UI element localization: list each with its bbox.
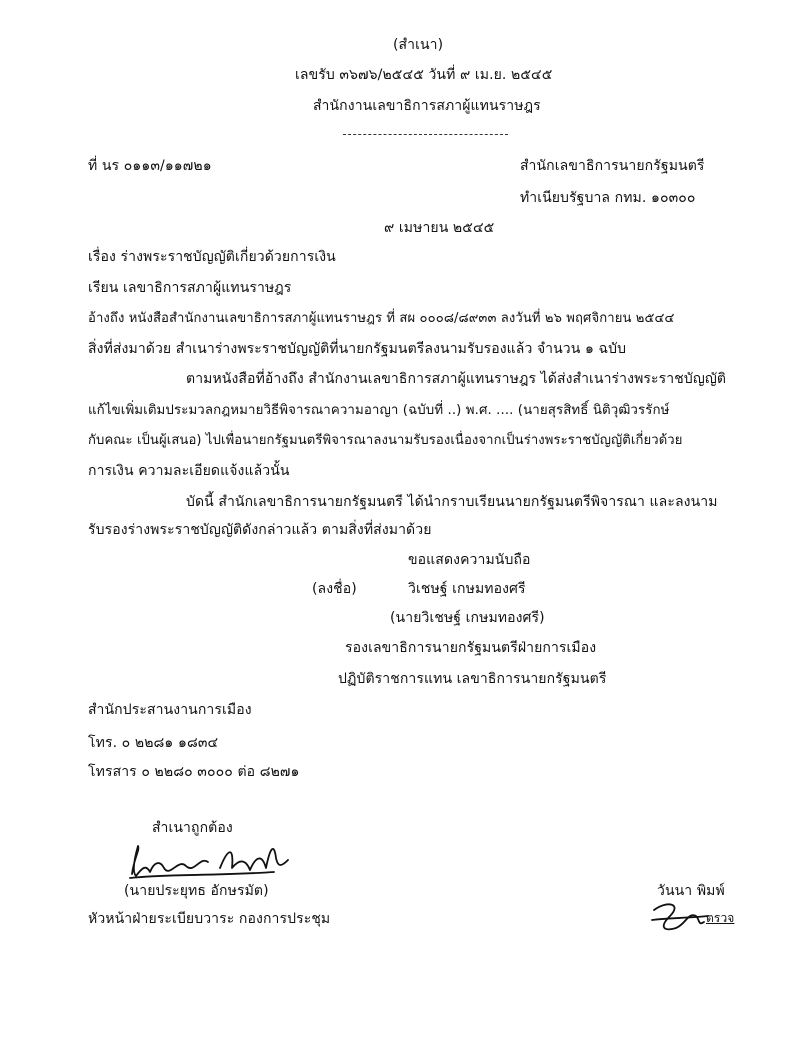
telephone: โทร. ๐ ๒๒๘๑ ๑๘๓๔ [88, 735, 219, 751]
fax: โทรสาร ๐ ๒๒๘๐ ๓๐๐๐ ต่อ ๘๒๗๑ [88, 764, 300, 780]
body-paragraph-1-line-1: ตามหนังสือที่อ้างถึง สำนักงานเลขาธิการสภาผู้แทนราษฎร ได้ส่งสำเนาร่างพระราชบัญญัติ [186, 371, 727, 387]
sender-address: ทำเนียบรัฐบาล กทม. ๑๐๓๐๐ [520, 190, 696, 206]
certifier-name: (นายประยุทธ อักษรมัต) [124, 883, 269, 899]
reference-line: อ้างถึง หนังสือสำนักงานเลขาธิการสภาผู้แทนราษฎร ที่ สผ ๐๐๐๘/๘๙๓๓ ลงวันที่ ๒๖ พฤศจิกายน ๒๕๔๔ [88, 311, 675, 326]
typist-note: วันนา พิมพ์ [657, 883, 725, 899]
closing-text: ขอแสดงความนับถือ [408, 552, 531, 568]
header-divider [343, 134, 508, 135]
subject-line: เรื่อง ร่างพระราชบัญญัติเกี่ยวด้วยการเงิน [88, 249, 336, 265]
body-paragraph-2-line-2: รับรองร่างพระราชบัญญัติดังกล่าวแล้ว ตามสิ่งที่ส่งมาด้วย [88, 522, 432, 538]
document-date: ๙ เมษายน ๒๕๔๕ [384, 220, 495, 236]
receipt-number: เลขรับ ๓๖๗๖/๒๕๔๕ วันที่ ๙ เม.ย. ๒๕๔๕ [295, 67, 553, 83]
body-paragraph-2-line-1: บัดนี้ สำนักเลขาธิการนายกรัฐมนตรี ได้นำกราบเรียนนายกรัฐมนตรีพิจารณา และลงนาม [186, 494, 718, 510]
enclosure-line: สิ่งที่ส่งมาด้วย สำเนาร่างพระราชบัญญัติที่นายกรัฐมนตรีลงนามรับรองแล้ว จำนวน ๑ ฉบับ [88, 341, 627, 357]
signer-position: รองเลขาธิการนายกรัฐมนตรีฝ่ายการเมือง [345, 640, 597, 656]
sender-office: สำนักเลขาธิการนายกรัฐมนตรี [520, 158, 705, 174]
body-paragraph-1-line-4: การเงิน ความละเอียดแจ้งแล้วนั้น [88, 463, 290, 479]
signer-name: วิเชษฐ์ เกษมทองศรี [408, 581, 526, 597]
receiver-office: สำนักงานเลขาธิการสภาผู้แทนราษฎร [313, 98, 541, 114]
document-number: ที่ นร ๐๑๑๓/๑๑๗๒๑ [88, 158, 212, 174]
division-name: สำนักประสานงานการเมือง [88, 702, 252, 718]
addressee-line: เรียน เลขาธิการสภาผู้แทนราษฎร [88, 280, 292, 296]
signer-acting: ปฏิบัติราชการแทน เลขาธิการนายกรัฐมนตรี [338, 671, 607, 687]
certified-copy-label: สำเนาถูกต้อง [152, 820, 233, 836]
checked-mark: ตรวจ [706, 911, 735, 925]
sign-label: (ลงชื่อ) [312, 581, 357, 597]
copy-mark: (สำเนา) [393, 37, 444, 53]
signer-name-paren: (นายวิเชษฐ์ เกษมทองศรี) [390, 610, 545, 626]
body-paragraph-1-line-2: แก้ไขเพิ่มเติมประมวลกฎหมายวิธีพิจารณาความอาญา (ฉบับที่ ..) พ.ศ. .... (นายสุรสิทธิ์ นิติวุฒิวรรักษ์ [88, 403, 670, 418]
handwritten-signature-certifier [124, 838, 294, 888]
body-paragraph-1-line-3: กับคณะ เป็นผู้เสนอ) ไปเพื่อนายกรัฐมนตรีพิจารณาลงนามรับรองเนื่องจากเป็นร่างพระราชบัญญัติเกี่ยวด้วย [88, 433, 683, 448]
certifier-title: หัวหน้าฝ่ายระเบียบวาระ กองการประชุม [88, 911, 331, 927]
